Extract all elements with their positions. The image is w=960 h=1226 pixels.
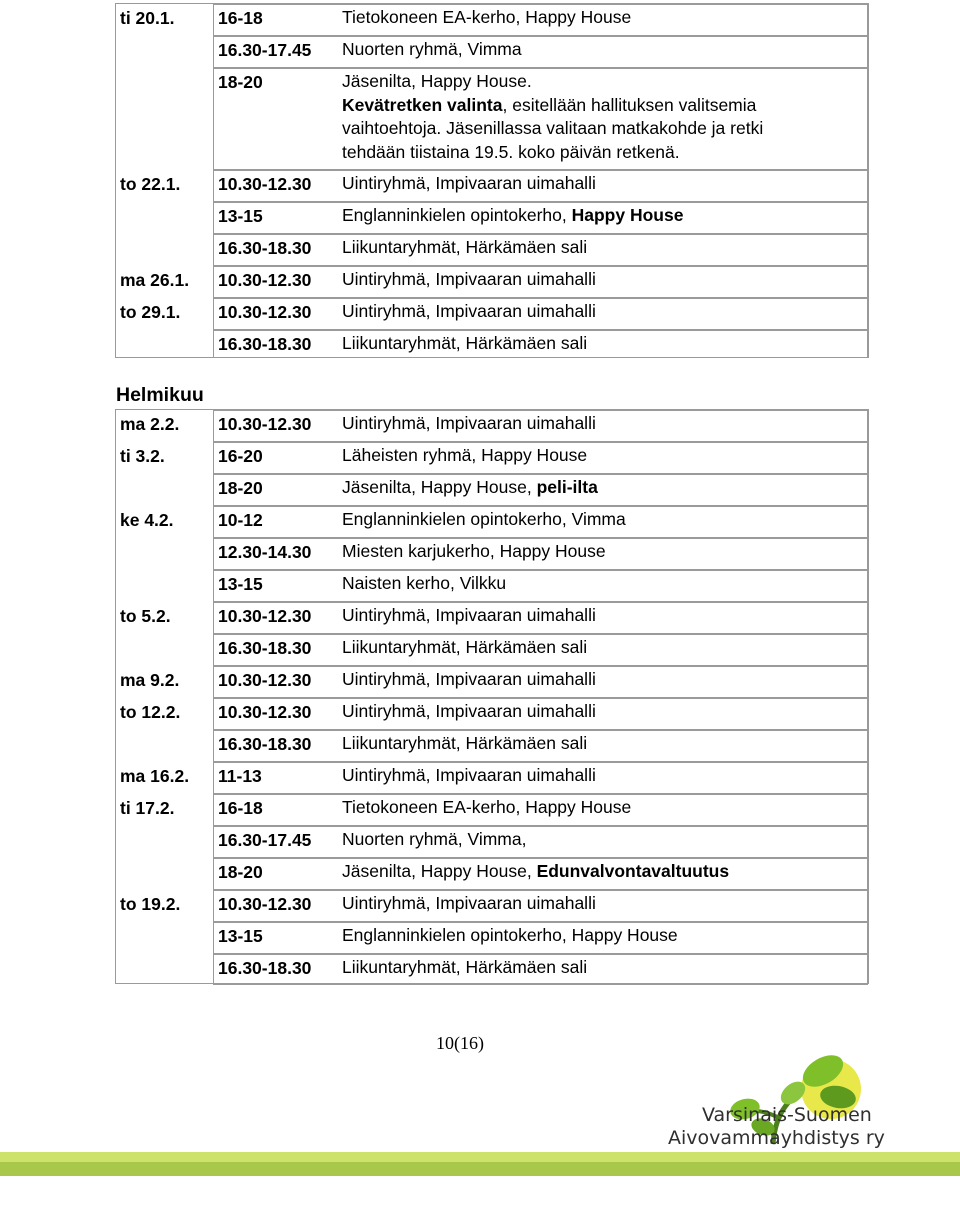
row-time: 10.30-12.30 [218,414,312,434]
row-time: 11-13 [218,766,262,786]
row-description: Uintiryhmä, Impivaaran uimahalli [342,301,596,321]
section-heading: Helmikuu [116,384,204,406]
row-time: 13-15 [218,926,263,946]
schedule-table-february [115,409,869,984]
row-day: to 12.2. [120,702,181,722]
row-description: Uintiryhmä, Impivaaran uimahalli [342,173,596,193]
description-highlight: Edunvalvontavaltuutus [536,861,730,881]
description-line: tehdään tiistaina 19.5. koko päivän retkenä. [342,141,680,162]
row-description: Liikuntaryhmät, Härkämäen sali [342,957,588,977]
row-cell-border [213,570,868,602]
row-time: 10.30-12.30 [218,302,312,322]
row-day: to 22.1. [120,174,181,194]
description-highlight: Happy House [571,205,684,225]
row-description: Uintiryhmä, Impivaaran uimahalli [342,765,596,785]
description-line: Kevätretken valinta, esitellään hallituksen valitsemia [342,94,757,115]
row-description: Tietokoneen EA-kerho, Happy House [342,797,632,817]
row-description: Liikuntaryhmät, Härkämäen sali [342,333,588,353]
row-description: Tietokoneen EA-kerho, Happy House [342,7,632,27]
row-description: Uintiryhmä, Impivaaran uimahalli [342,269,596,289]
schedule-table-january [115,3,869,358]
row-time: 13-15 [218,206,263,226]
row-time: 10.30-12.30 [218,174,312,194]
row-description: Uintiryhmä, Impivaaran uimahalli [342,669,596,689]
logo-line-2: Aivovammayhdistys ry [668,1127,885,1149]
row-day: to 29.1. [120,302,181,322]
row-day: ke 4.2. [120,510,174,530]
page-number: 10(16) [436,1033,484,1053]
row-day: ti 20.1. [120,8,175,28]
row-description: Miesten karjukerho, Happy House [342,541,606,561]
row-time: 16-18 [218,798,263,818]
row-description: Englanninkielen opintokerho, Vimma [342,509,626,529]
row-description: Englanninkielen opintokerho, Happy House [342,925,678,945]
row-time: 18-20 [218,72,263,92]
row-time: 16.30-17.45 [218,40,312,60]
row-time: 16.30-18.30 [218,238,312,258]
logo-line-1: Varsinais-Suomen [702,1104,872,1126]
row-time: 10.30-12.30 [218,702,312,722]
row-description: Uintiryhmä, Impivaaran uimahalli [342,893,596,913]
row-time: 10-12 [218,510,263,530]
row-description: Läheisten ryhmä, Happy House [342,445,588,465]
row-time: 18-20 [218,478,263,498]
footer-band-dark [0,1162,960,1176]
row-day: ti 17.2. [120,798,175,818]
row-description: Liikuntaryhmät, Härkämäen sali [342,237,588,257]
row-time: 16.30-18.30 [218,334,312,354]
row-description: Englanninkielen opintokerho, Happy House [342,205,684,225]
row-time: 12.30-14.30 [218,542,312,562]
row-time: 16.30-18.30 [218,734,312,754]
row-description: Nuorten ryhmä, Vimma, [342,829,527,849]
row-time: 10.30-12.30 [218,606,312,626]
row-description: Nuorten ryhmä, Vimma [342,39,522,59]
row-time: 16.30-18.30 [218,638,312,658]
description-line: vaihtoehtoja. Jäsenillassa valitaan matkakohde ja retki [342,118,764,138]
row-day: ma 9.2. [120,670,180,690]
row-description: Jäsenilta, Happy House, Edunvalvontavaltuutus [342,861,730,881]
description-line: Jäsenilta, Happy House. [342,71,532,91]
row-time: 10.30-12.30 [218,894,312,914]
row-time: 16.30-17.45 [218,830,312,850]
row-description: Uintiryhmä, Impivaaran uimahalli [342,605,596,625]
row-description: Naisten kerho, Vilkku [342,573,507,593]
row-day: ma 2.2. [120,414,180,434]
description-highlight: peli-ilta [536,477,598,497]
row-day: to 5.2. [120,606,171,626]
row-time: 16.30-18.30 [218,958,312,978]
row-description: Jäsenilta, Happy House, peli-ilta [342,477,598,497]
row-description: Uintiryhmä, Impivaaran uimahalli [342,413,596,433]
row-description: Liikuntaryhmät, Härkämäen sali [342,637,588,657]
row-time: 16-20 [218,446,263,466]
row-day: ma 16.2. [120,766,190,786]
row-time: 10.30-12.30 [218,270,312,290]
row-description: Liikuntaryhmät, Härkämäen sali [342,733,588,753]
row-day: to 19.2. [120,894,181,914]
row-time: 18-20 [218,862,263,882]
row-day: ma 26.1. [120,270,190,290]
row-time: 13-15 [218,574,263,594]
row-time: 10.30-12.30 [218,670,312,690]
row-description: Uintiryhmä, Impivaaran uimahalli [342,701,596,721]
row-time: 16-18 [218,8,263,28]
row-description [342,70,763,164]
row-day: ti 3.2. [120,446,165,466]
